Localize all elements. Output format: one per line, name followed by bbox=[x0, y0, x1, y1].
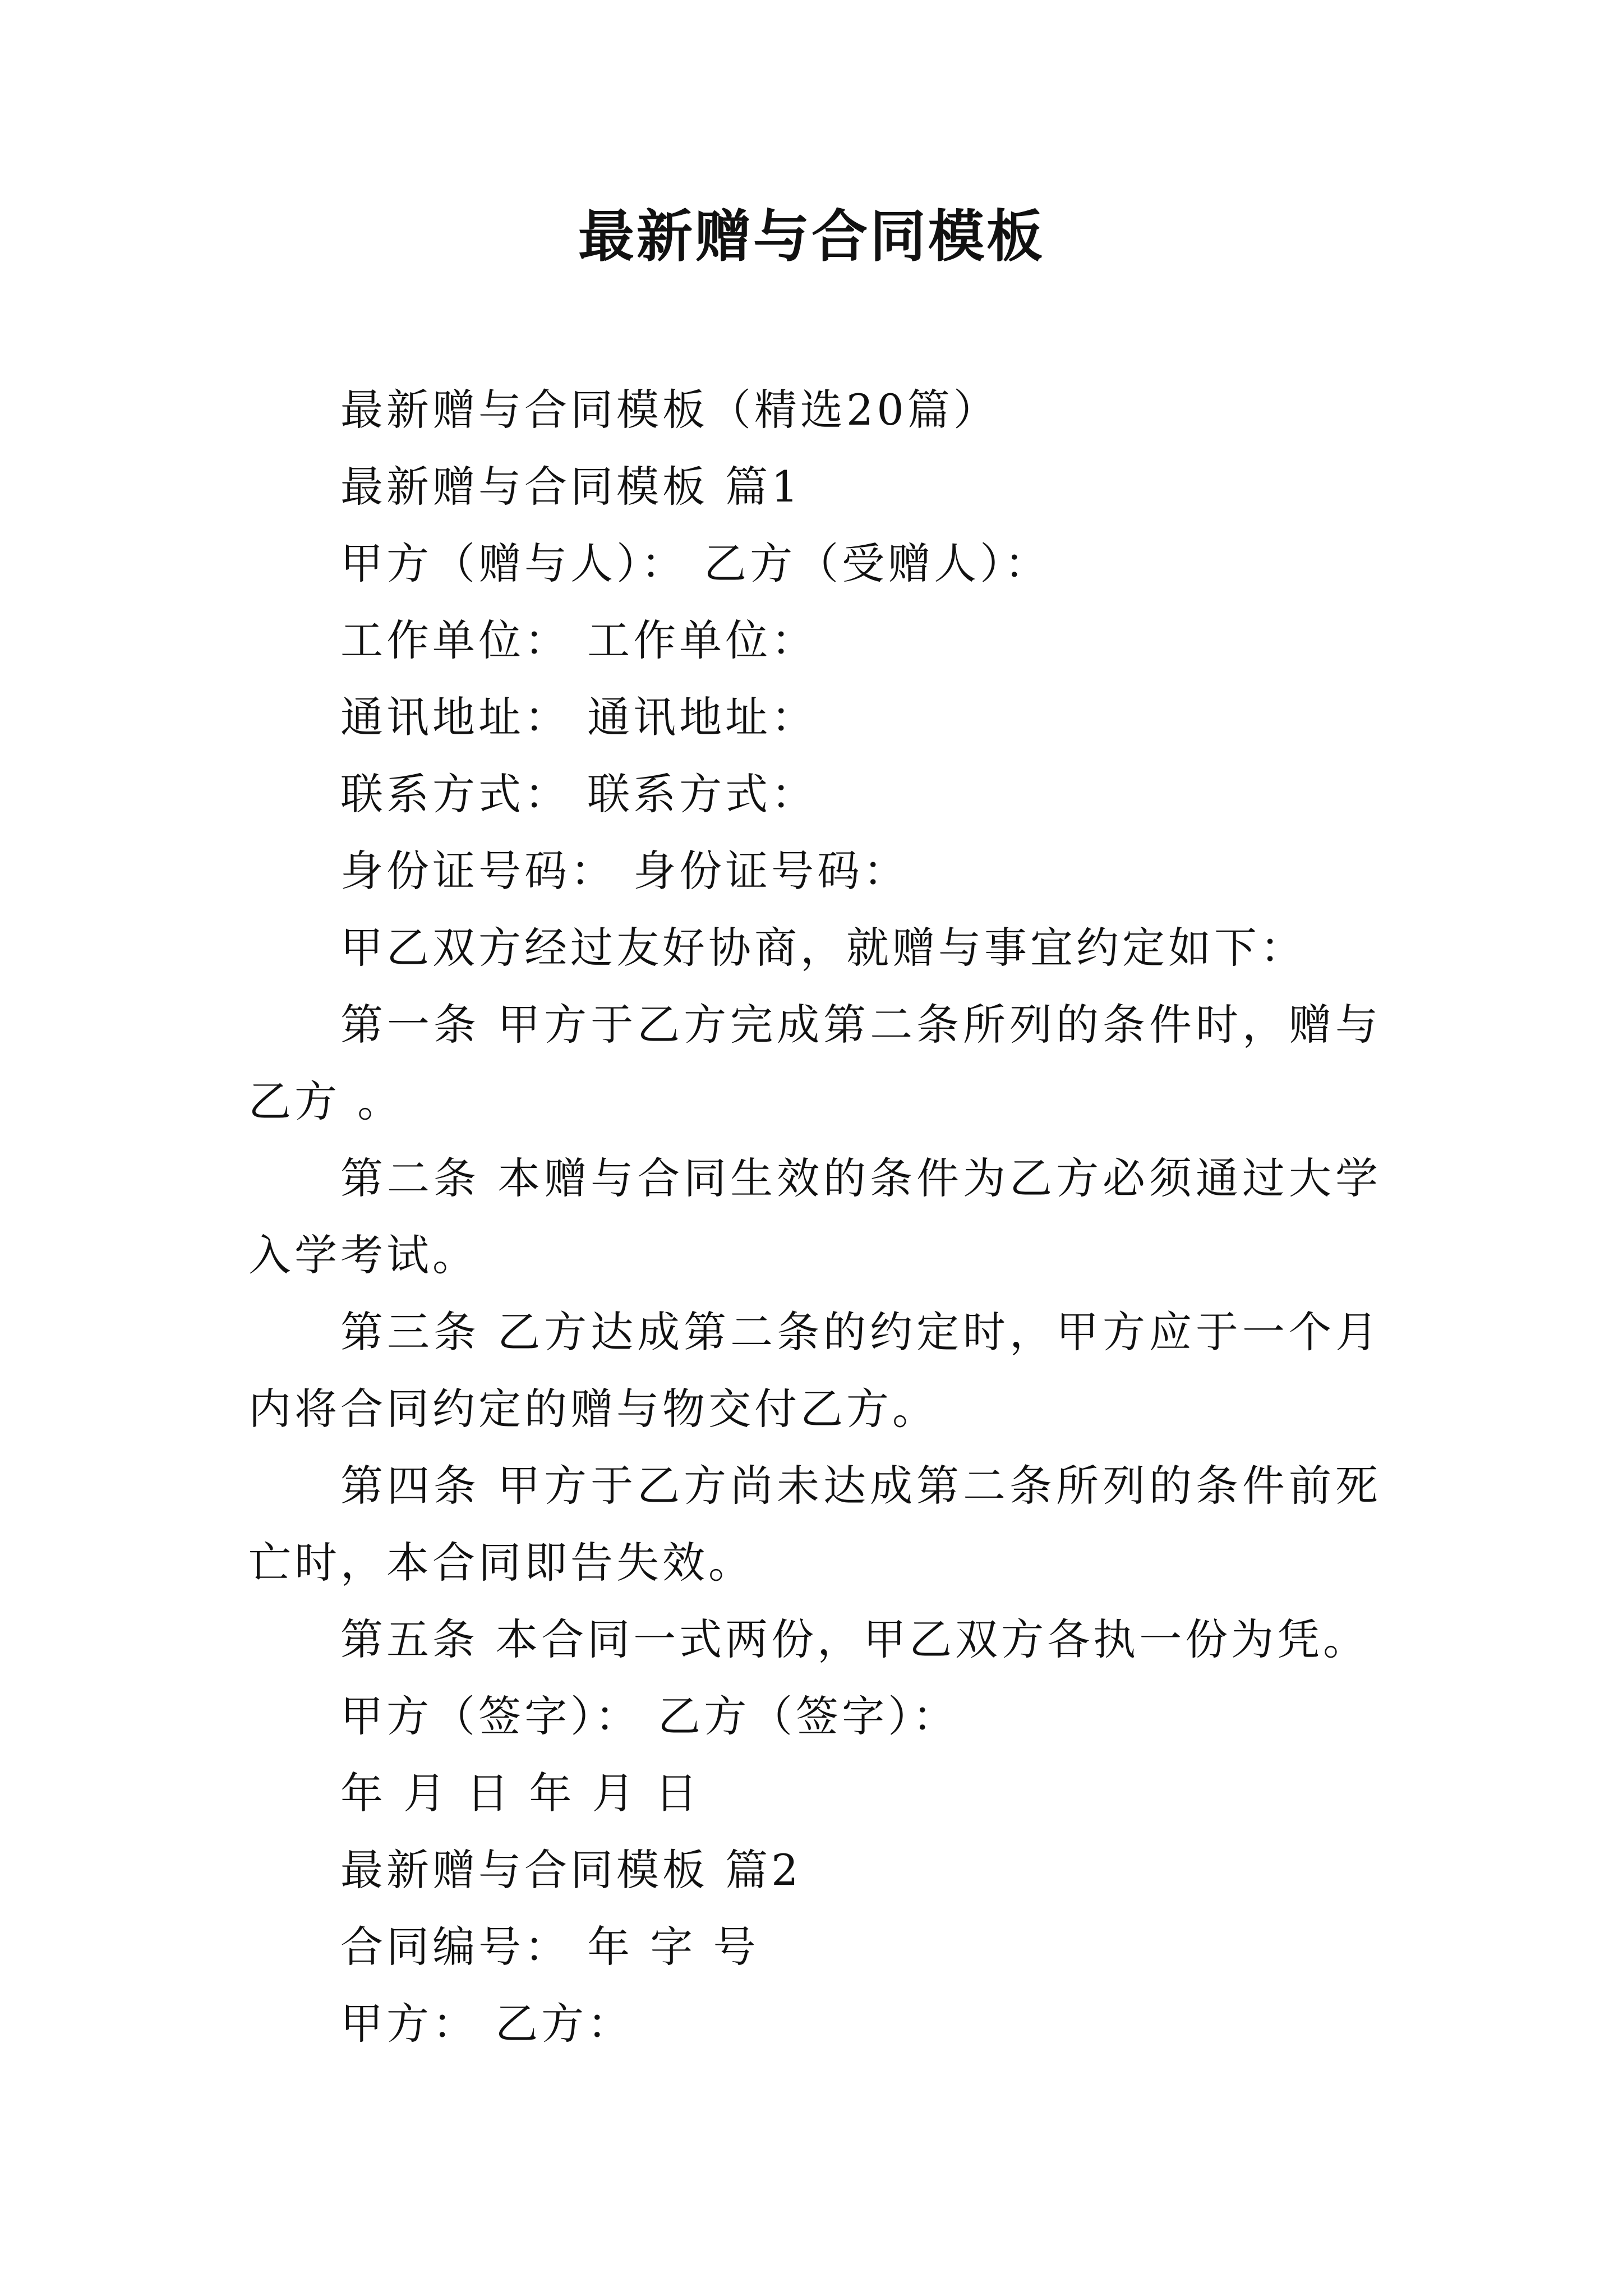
paragraph-contact: 联系方式： 联系方式： bbox=[340, 769, 818, 819]
paragraph-article-5: 第五条 本合同一式两份，甲乙双方各执一份为凭。 bbox=[340, 1614, 1370, 1664]
paragraph-signatures: 甲方（签字）： 乙方（签字）： bbox=[340, 1691, 959, 1741]
paragraph-contract-number: 合同编号： 年 字 号 bbox=[340, 1922, 759, 1972]
paragraph-id-number: 身份证号码： 身份证号码： bbox=[340, 846, 910, 896]
paragraph-party-line: 甲方（赠与人）： 乙方（受赠人）： bbox=[340, 539, 1051, 588]
paragraph-subtitle: 最新赠与合同模板（精选20篇） bbox=[340, 385, 999, 435]
paragraph-parties-2: 甲方： 乙方： bbox=[340, 1999, 634, 2049]
paragraph-article-1: 第一条 甲方于乙方完成第二条所列的条件时，赠与乙方 。 bbox=[248, 1000, 1381, 1126]
paragraph-dates: 年 月 日 年 月 日 bbox=[340, 1768, 701, 1818]
document-title: 最新赠与合同模板 bbox=[578, 204, 1045, 269]
paragraph-article-2: 第二条 本赠与合同生效的条件为乙方必须通过大学入学考试。 bbox=[248, 1153, 1381, 1280]
paragraph-section-heading-2: 最新赠与合同模板 篇2 bbox=[340, 1845, 802, 1895]
paragraph-agreement-intro: 甲乙双方经过友好协商，就赠与事宜约定如下： bbox=[340, 923, 1306, 973]
paragraph-article-3: 第三条 乙方达成第二条的约定时，甲方应于一个月内将合同约定的赠与物交付乙方。 bbox=[248, 1307, 1381, 1434]
paragraph-work-unit: 工作单位： 工作单位： bbox=[340, 615, 818, 665]
paragraph-article-4: 第四条 甲方于乙方尚未达成第二条所列的条件前死亡时，本合同即告失效。 bbox=[248, 1461, 1381, 1588]
document-body bbox=[248, 371, 1381, 2062]
paragraph-address: 通讯地址： 通讯地址： bbox=[340, 692, 818, 742]
paragraph-section-heading-1: 最新赠与合同模板 篇1 bbox=[340, 462, 802, 512]
